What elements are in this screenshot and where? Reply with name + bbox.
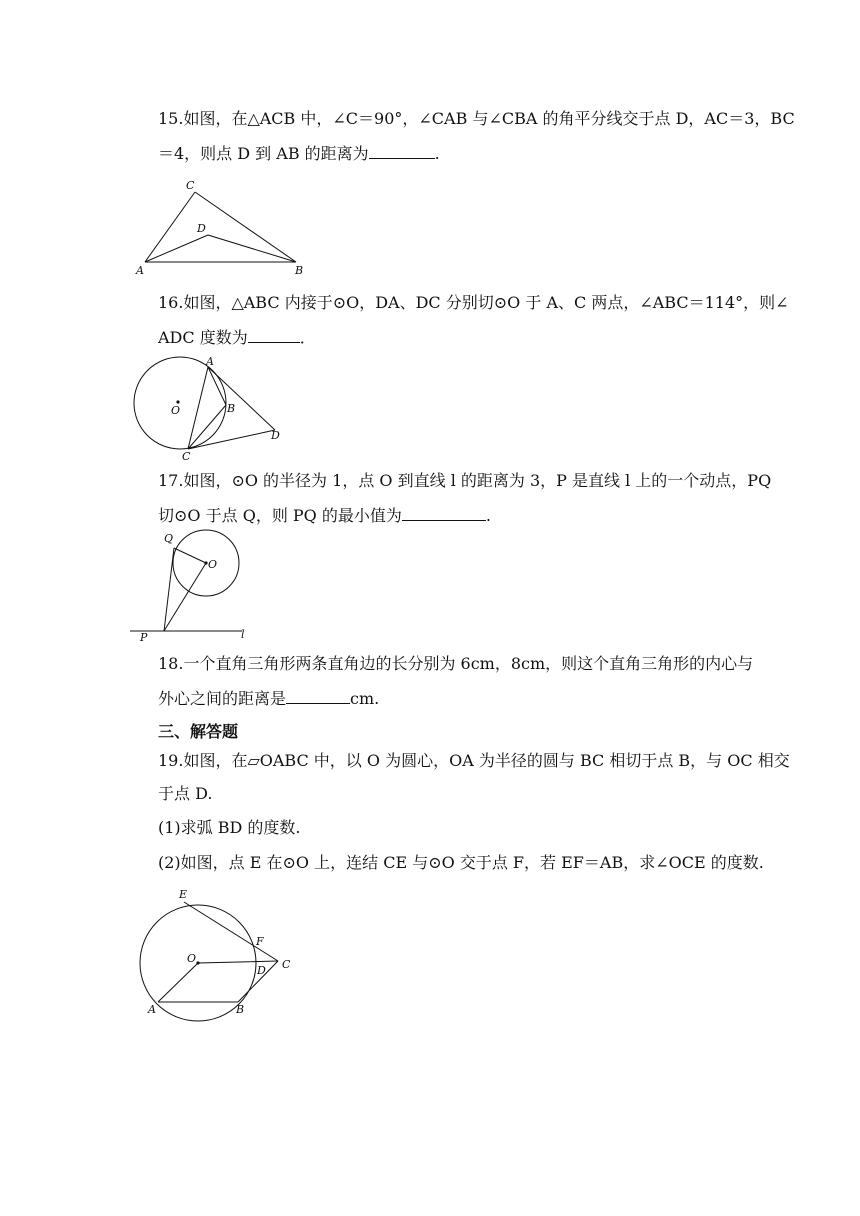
q17-label-q: Q (164, 532, 174, 545)
q17-line1: 17.如图，⊙O 的半径为 1，点 O 到直线 l 的距离为 3，P 是直线 l 上的一个动点，PQ (158, 471, 772, 490)
q18-line1: 18.一个直角三角形两条直角边的长分别为 6cm，8cm，则这个直角三角形的内心与 (158, 654, 754, 673)
q17-label-l: l (241, 628, 245, 641)
q16-line1: 16.如图，△ABC 内接于⊙O，DA、DC 分别切⊙O 于 A、C 两点，∠ABC＝114°，则∠ (158, 293, 789, 312)
q16-label-b: B (227, 402, 236, 415)
q15-line1: 15.如图，在△ACB 中，∠C＝90°，∠CAB 与∠CBA 的角平分线交于点 D，AC＝3，BC (158, 109, 795, 128)
q15-line2 (158, 143, 440, 164)
q17-label-o: O (208, 558, 218, 571)
q17-label-p: P (140, 631, 148, 643)
q18-line2-end: cm. (350, 689, 380, 708)
q16-line2 (158, 327, 316, 348)
q19-parallelogram-figure (136, 888, 306, 1028)
q16-label-c: C (182, 450, 191, 462)
q18-answer-blank[interactable] (286, 688, 350, 704)
q19-label-o: O (187, 952, 197, 965)
q17-answer-blank[interactable] (402, 505, 486, 521)
q16-label-o: O (171, 404, 181, 417)
q15-label-c: C (186, 179, 195, 192)
q16-answer-blank[interactable] (248, 327, 300, 343)
section-heading: 三、解答题 (158, 722, 239, 741)
q15-line2-end: . (434, 144, 440, 163)
q16-line2-text: ADC 度数为 (158, 328, 248, 347)
q16-line2-end: ． (299, 328, 316, 347)
q17-line2-end: . (485, 506, 491, 525)
q19-line2: 于点 D. (158, 784, 213, 803)
q19-label-d: D (257, 964, 266, 977)
q19-center-point (196, 961, 199, 964)
q15-label-a: A (136, 264, 144, 277)
q17-tangent-figure (126, 527, 256, 643)
q19-label-b: B (236, 1003, 245, 1016)
q15-line2-text: ＝4，则点 D 到 AB 的距离为 (158, 144, 369, 163)
q15-answer-blank[interactable] (369, 143, 435, 159)
q19-part1: (1)求弧 BD 的度数. (158, 818, 301, 837)
q19-label-c: C (282, 958, 291, 971)
q15-triangle-figure (130, 178, 320, 278)
q16-circle-figure (128, 354, 288, 462)
q17-line2-text: 切⊙O 于点 Q，则 PQ 的最小值为 (158, 506, 402, 525)
q15-label-b: B (295, 264, 304, 277)
q16-label-d: D (271, 429, 280, 442)
q18-line2-text: 外心之间的距离是 (158, 689, 287, 708)
q19-label-f: F (256, 935, 264, 948)
q19-label-e: E (179, 888, 188, 901)
q15-label-d: D (197, 222, 206, 235)
q19-line1: 19.如图，在▱OABC 中，以 O 为圆心，OA 为半径的圆与 BC 相切于点 B，与 OC 相交 (158, 751, 790, 770)
q19-part2: (2)如图，点 E 在⊙O 上，连结 CE 与⊙O 交于点 F，若 EF＝AB，求∠OCE 的度数. (158, 853, 764, 872)
q19-label-a: A (148, 1003, 156, 1016)
q17-line2 (158, 505, 491, 526)
q18-line2 (158, 688, 379, 709)
q16-label-a: A (206, 355, 214, 368)
